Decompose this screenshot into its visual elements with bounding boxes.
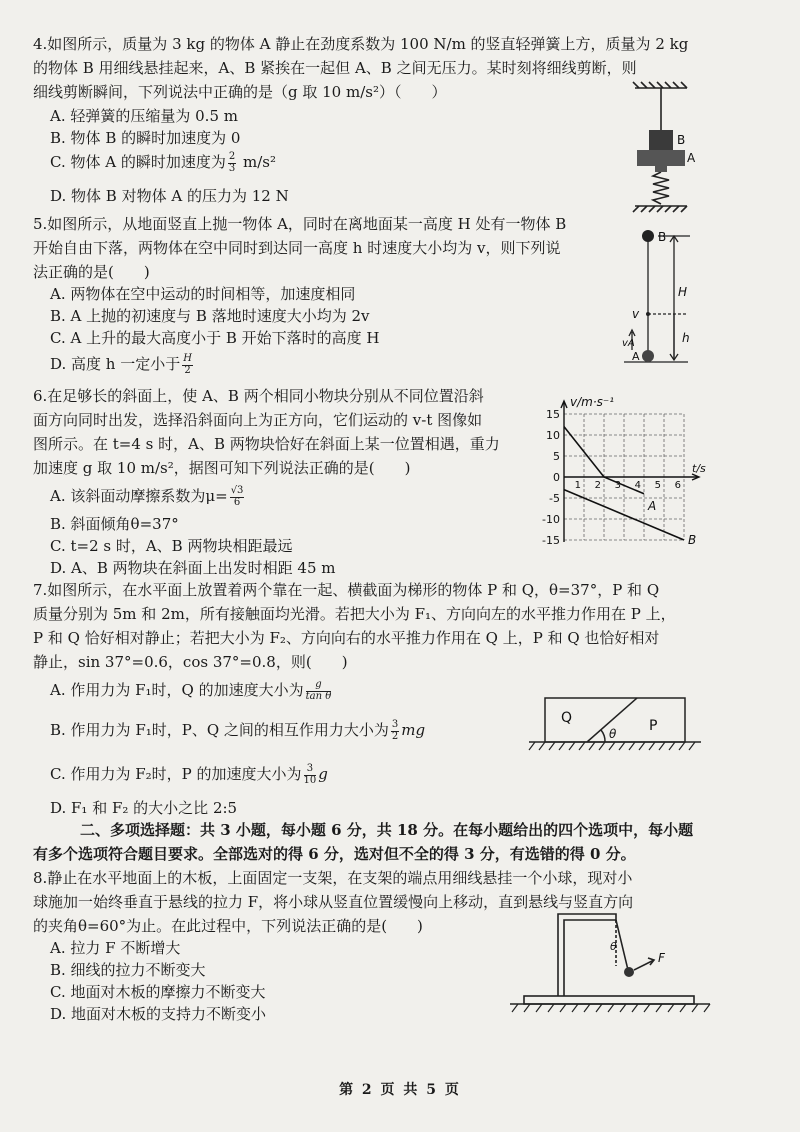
y-tick-label: 15 [546,408,560,421]
q5-label-va: vA [622,338,635,349]
q8-option-d: D. 地面对木板的支持力不断变小 [50,1005,267,1023]
q4-option-c-text: C. 物体 A 的瞬时加速度为 [50,153,226,171]
q7-option-c-unit: g [318,765,328,783]
q7-line3: P 和 Q 恰好相对静止；若把大小为 F₂、方向向右的水平推力作用在 Q 上，P 和 Q 也恰好相对 [33,629,660,647]
q5-label-h-upper: H [678,285,688,299]
frac-den: tan θ [305,690,332,702]
frac-den: 10 [303,774,317,786]
x-tick-label: 1 [574,480,581,491]
q8-label-theta: θ [610,940,617,953]
q7-option-c-fraction [304,764,317,786]
frac-den: 6 [233,496,241,508]
q4-option-c-unit: m/s² [238,153,276,171]
q7-line4: 静止，sin 37°=0.6，cos 37°=0.8，则( ) [33,653,348,671]
q8-line3: 的夹角θ=60°为止。在此过程中，下列说法正确的是( ) [33,917,423,935]
q5-label-a: A [632,350,640,363]
y-axis-label: v/m·s⁻¹ [570,395,615,409]
x-tick-label: 4 [634,480,641,491]
series-label-A: A [648,498,657,513]
q4-spring-figure [625,80,705,220]
q5-label-v: v [632,307,640,321]
section2-heading-line1: 二、多项选择题：共 3 小题，每小题 6 分，共 18 分。在每小题给出的四个选项中，每小题 [80,821,694,839]
q5-option-a: A. 两物体在空中运动的时间相等，加速度相同 [50,285,356,303]
q7-trapezoid-figure [525,694,705,754]
q8-option-b: B. 细线的拉力不断变大 [50,961,206,979]
frac-den: 2 [184,364,191,376]
y-tick-label: 10 [546,429,560,442]
q7-label-p: P [649,718,658,734]
q8-pendulum-figure [510,908,720,1018]
q5-ball-b [642,230,654,242]
q8-line1: 8.静止在水平地面上的木板，上面固定一支架，在支架的端点用细线悬挂一个小球，现对小 [33,869,633,887]
q7-option-b-fraction [391,720,399,742]
q8-line2: 球施加一始终垂直于悬线的拉力 F，将小球从竖直位置缓慢向上移动，直到悬线与竖直方向 [33,893,634,911]
q5-option-d-fraction [182,354,193,376]
q5-option-d-text: D. 高度 h 一定小于 [50,355,181,373]
frac-num: 3 [391,719,399,730]
q6-line2: 面方向同时出发，选择沿斜面向上为正方向，它们运动的 v-t 图像如 [33,411,483,429]
q7-option-b-text: B. 作用力为 F₁时，P、Q 之间的相互作用力大小为 [50,721,389,739]
q5-label-h-lower: h [682,331,690,345]
series-line-B [564,490,684,540]
q5-line3: 法正确的是( ) [33,263,150,281]
frac-num: √3 [230,485,244,496]
q7-option-a-fraction [306,680,332,702]
frac-num: g [306,680,332,692]
x-tick-label: 2 [594,480,601,491]
q4-line2: 的物体 B 用细线悬挂起来，A、B 紧挨在一起但 A、B 之间无压力。某时刻将细线剪断，则 [33,59,637,77]
frac-den: 2 [391,730,399,742]
q6-line4: 加速度 g 取 10 m/s²，据图可知下列说法正确的是( ) [33,459,411,477]
q6-option-d: D. A、B 两物块在斜面上出发时相距 45 m [50,559,336,577]
q5-option-b: B. A 上抛的初速度与 B 落地时速度大小均为 2v [50,307,370,325]
q4-label-a: A [687,151,696,165]
q7-label-theta: θ [609,727,617,741]
q8-option-c: C. 地面对木板的摩擦力不断变大 [50,983,266,1001]
frac-num: 2 [228,151,236,162]
q5-line2: 开始自由下落，两物体在空中同时到达同一高度 h 时速度大小均为 v，则下列说 [33,239,561,257]
q6-option-a-text: A. 该斜面动摩擦系数为μ= [50,487,228,505]
section2-heading-line2: 有多个选项符合题目要求。全部选对的得 6 分，选对但不全的得 3 分，有选错的得 0 分。 [33,845,636,863]
q6-vt-chart [540,392,720,562]
x-tick-label: 3 [614,480,621,491]
q5-label-b: B [658,230,667,244]
q4-option-a: A. 轻弹簧的压缩量为 0.5 m [50,107,238,125]
q4-line1: 4.如图所示，质量为 3 kg 的物体 A 静止在劲度系数为 100 N/m 的竖直轻弹簧上方，质量为 2 kg [33,35,689,53]
q5-free-fall-figure [618,222,708,372]
x-tick-label: 5 [654,480,661,491]
q8-ball [624,967,634,977]
q6-option-c: C. t=2 s 时，A、B 两物块相距最远 [50,537,293,555]
q5-ball-a [642,350,654,362]
q6-line3: 图所示。在 t=4 s 时，A、B 两物块恰好在斜面上某一位置相遇，重力 [33,435,500,453]
q6-option-a-fraction [230,486,245,508]
y-tick-label: -15 [542,534,560,547]
y-tick-label: -5 [549,492,560,505]
q7-option-a-text: A. 作用力为 F₁时，Q 的加速度大小为 [50,681,304,699]
frac-num: H [183,353,192,364]
q6-option-a [50,486,246,508]
x-tick-label: 6 [674,480,681,491]
frac-den: 3 [228,162,236,174]
q7-label-q: Q [561,710,573,726]
q4-label-b: B [677,133,686,147]
x-axis-label: t/s [692,462,706,475]
q7-option-c-text: C. 作用力为 F₂时，P 的加速度大小为 [50,765,302,783]
q4-option-b: B. 物体 B 的瞬时加速度为 0 [50,129,241,147]
series-label-B: B [688,533,697,547]
q7-option-c [50,764,328,786]
q6-option-b: B. 斜面倾角θ=37° [50,515,179,533]
q7-option-b [50,720,425,742]
page-footer: 第 2 页 共 5 页 [339,1082,461,1098]
q4-block-b [649,130,673,150]
q8-label-f: F [658,951,665,965]
q5-option-d [50,354,195,376]
q7-option-b-unit: mg [401,721,426,739]
q4-block-a [637,150,685,166]
q8-option-a: A. 拉力 F 不断增大 [50,939,181,957]
q5-line1: 5.如图所示，从地面竖直上抛一物体 A，同时在离地面某一高度 H 处有一物体 B [33,215,567,233]
q5-option-c: C. A 上升的最大高度小于 B 开始下落时的高度 H [50,329,380,347]
y-tick-label: -10 [542,513,560,526]
q7-option-a [50,680,333,702]
y-tick-label: 5 [553,450,560,463]
origin-label: 0 [553,471,560,484]
q7-option-d: D. F₁ 和 F₂ 的大小之比 2:5 [50,799,238,817]
q6-line1: 6.在足够长的斜面上，使 A、B 两个相同小物块分别从不同位置沿斜 [33,387,484,405]
q7-line2: 质量分别为 5m 和 2m，所有接触面均光滑。若把大小为 F₁、方向向左的水平推力作用在 P 上， [33,605,676,623]
q4-option-c [50,152,276,174]
q7-line1: 7.如图所示，在水平面上放置着两个靠在一起、横截面为梯形的物体 P 和 Q，θ=37°，P 和 Q [33,581,660,599]
frac-num: 3 [304,764,317,776]
q4-option-d: D. 物体 B 对物体 A 的压力为 12 N [50,187,289,205]
q4-option-c-fraction [228,152,236,174]
q4-line3: 细线剪断瞬间，下列说法中正确的是（g 取 10 m/s²）（ ） [33,83,447,101]
